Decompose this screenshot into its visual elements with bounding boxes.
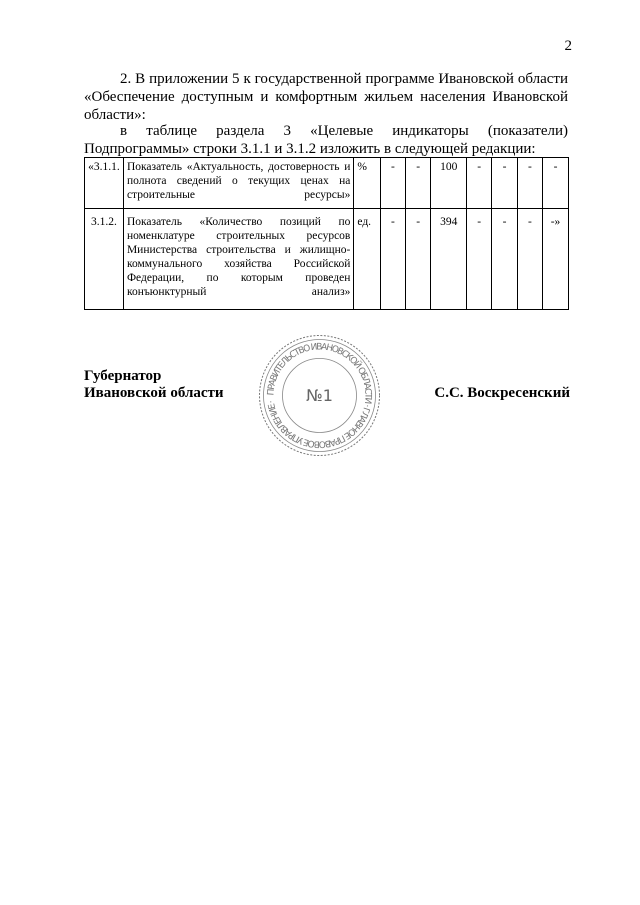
value-cell: - [492, 209, 517, 310]
value-cell: 394 [431, 209, 467, 310]
value-cell: - [517, 158, 542, 209]
table-row [85, 209, 569, 310]
value-cell: - [467, 158, 492, 209]
seal-center-number: №1 [306, 386, 333, 405]
paragraph-table-reference [84, 122, 568, 158]
value-cell: - [492, 158, 517, 209]
value-cell: - [380, 158, 405, 209]
row-number: «3.1.1. [85, 158, 124, 209]
value-cell: - [543, 158, 569, 209]
signatory-title-line1: Губернатор [84, 368, 162, 384]
indicator-name: Показатель «Количество позиций по номенклатуре строительных ресурсов Министерства строительства и жилищно-коммунального хозяйства Российской Федерации, по которым проведен конъюнктурный анализ» [123, 209, 353, 310]
signatory-name: С.С. Воскресенский [434, 385, 570, 401]
paragraph-amendment-intro [84, 70, 568, 124]
signatory-title-line2: Ивановской области [84, 385, 224, 401]
indicator-name: Показатель «Актуальность, достоверность и полнота сведений о текущих ценах на строительные ресурсы» [123, 158, 353, 209]
official-seal-stamp [257, 333, 382, 458]
value-cell: 100 [431, 158, 467, 209]
value-cell: - [406, 158, 431, 209]
value-cell: - [406, 209, 431, 310]
unit-cell: ед. [354, 209, 380, 310]
paragraph-table-text: в таблице раздела 3 «Целевые индикаторы (показатели) Подпрограммы» строки 3.1.1 и 3.1.2 изложить в следующей редакции: [84, 123, 568, 157]
page-number: 2 [564, 38, 572, 54]
paragraph-amendment-text: 2. В приложении 5 к государственной программе Ивановской области «Обеспечение доступным и комфортным жильем населения Ивановской области»: [84, 71, 568, 123]
value-cell: - [380, 209, 405, 310]
value-cell: -» [543, 209, 569, 310]
unit-cell: % [354, 158, 380, 209]
row-number: 3.1.2. [85, 209, 124, 310]
indicators-table [84, 157, 569, 310]
value-cell: - [467, 209, 492, 310]
value-cell: - [517, 209, 542, 310]
seal-ring-textpath: ПРАВИТЕЛЬСТВО ИВАНОВСКОЙ ОБЛАСТИ · ГЛАВНОЕ ПРАВОВОЕ УПРАВЛЕНИЕ · [266, 342, 373, 449]
signatory-title [84, 368, 224, 402]
table-row [85, 158, 569, 209]
